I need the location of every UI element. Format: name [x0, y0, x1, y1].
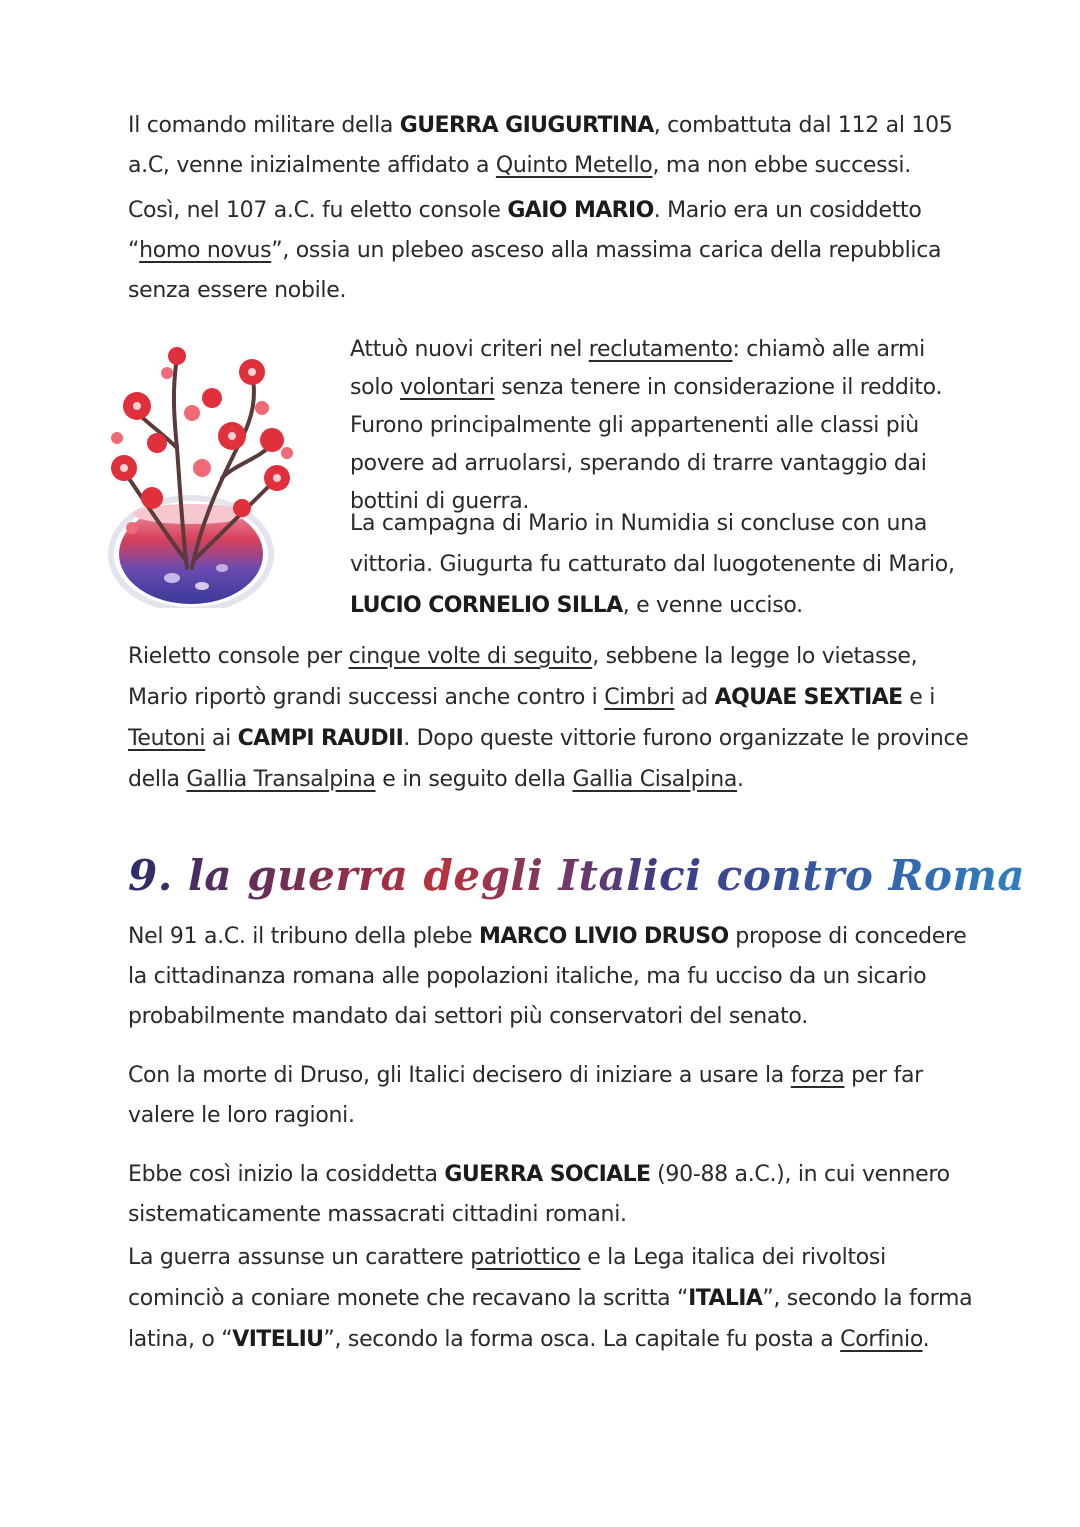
text: e in seguito della: [375, 767, 573, 792]
text: Ebbe così inizio la cosiddetta: [128, 1162, 445, 1187]
text: per far valere le loro ragioni.: [128, 1063, 923, 1128]
text: Nel 91 a.C. il tribuno della plebe: [128, 924, 480, 949]
text: ad: [674, 685, 715, 710]
underlined-teutoni: Teutoni: [128, 726, 206, 751]
text: ”, secondo la forma latina, o “: [128, 1286, 973, 1352]
text: Il comando militare della: [128, 113, 400, 138]
paragraph-guerra-sociale: [128, 1155, 968, 1235]
text: .: [737, 767, 744, 792]
keyword-gaio-mario: GAIO MARIO: [507, 198, 654, 223]
text: e i: [902, 685, 936, 710]
keyword-italia: ITALIA: [688, 1286, 763, 1311]
paragraph-numidia: [350, 503, 970, 626]
underlined-quinto-metello: Quinto Metello: [495, 153, 653, 178]
underlined-cinque-volte: cinque volte di seguito: [348, 644, 593, 669]
text: (90-88 a.C.), in cui vennero sistematicamente massacrati cittadini romani.: [128, 1162, 950, 1227]
underlined-reclutamento: reclutamento: [588, 337, 733, 362]
text: e la Lega italica dei rivoltosi cominciò a coniare monete che recavano la scritta “: [128, 1245, 886, 1311]
text: ”, ossia un plebeo asceso alla massima carica della repubblica senza essere nobile.: [128, 238, 942, 303]
keyword-lucio-cornelio-silla: LUCIO CORNELIO SILLA: [350, 593, 623, 618]
paragraph-lega-italica: [128, 1237, 978, 1360]
underlined-gallia-transalpina: Gallia Transalpina: [186, 767, 376, 792]
keyword-viteliu: VITELIU: [232, 1327, 324, 1352]
text: , sebbene la legge lo vietasse, Mario riportò grandi successi anche contro i: [128, 644, 918, 710]
text: senza tenere in considerazione il reddito. Furono principalmente gli appartenenti alle classi più povere ad arruolarsi, sperando di trarre vantaggio dai bottini di guerra.: [350, 375, 943, 514]
paragraph-rieletto-console: [128, 636, 978, 800]
underlined-patriottico: patriottico: [470, 1245, 581, 1270]
text: , combattuta dal 112 al 105 a.C, venne inizialmente affidato a: [128, 113, 953, 178]
text: propose di concedere la cittadinanza romana alle popolazioni italiche, ma fu ucciso da un sicario probabilmente mandato dai settori più conservatori del senato.: [128, 924, 967, 1029]
text: .: [922, 1327, 930, 1352]
underlined-gallia-cisalpina: Gallia Cisalpina: [572, 767, 738, 792]
paragraph-reclutamento: [350, 331, 970, 521]
paragraph-livio-druso: [128, 917, 968, 1037]
keyword-guerra-sociale: GUERRA SOCIALE: [444, 1162, 651, 1187]
flower-vase-icon: [92, 328, 310, 608]
text: ”, secondo la forma osca. La capitale fu posta a: [323, 1327, 841, 1352]
paragraph-morte-druso: [128, 1056, 988, 1136]
section-heading: 9. la guerra degli Italici contro Roma: [128, 846, 1025, 906]
text: Così, nel 107 a.C. fu eletto console: [128, 198, 508, 223]
underlined-cimbri: Cimbri: [604, 685, 675, 710]
text: . Dopo queste vittorie furono organizzate le province della: [128, 726, 969, 792]
text: . Mario era un cosiddetto “: [128, 198, 922, 263]
keyword-campi-raudii: CAMPI RAUDII: [237, 726, 404, 751]
underlined-homo-novus: homo novus: [139, 238, 272, 263]
paragraph-gaio-mario: [128, 191, 968, 311]
paragraph-guerra-giugurtina: [128, 106, 988, 186]
text: : chiamò alle armi solo: [350, 337, 925, 400]
text: Attuò nuovi criteri nel: [350, 337, 589, 362]
underlined-corfinio: Corfinio: [840, 1327, 923, 1352]
text: ai: [205, 726, 238, 751]
text: Rieletto console per: [128, 644, 349, 669]
underlined-volontari: volontari: [400, 375, 495, 400]
keyword-aquae-sextiae: AQUAE SEXTIAE: [714, 685, 903, 710]
text: Con la morte di Druso, gli Italici decisero di iniziare a usare la: [128, 1063, 791, 1088]
text: , ma non ebbe successi.: [652, 153, 911, 178]
text: , e venne ucciso.: [622, 593, 803, 618]
keyword-guerra-giugurtina: GUERRA GIUGURTINA: [399, 113, 654, 138]
keyword-marco-livio-druso: MARCO LIVIO DRUSO: [479, 924, 729, 949]
text: La guerra assunse un carattere: [128, 1245, 471, 1270]
text: La campagna di Mario in Numidia si concluse con una vittoria. Giugurta fu catturato dal luogotenente di Mario,: [350, 511, 955, 577]
underlined-forza: forza: [790, 1063, 845, 1088]
